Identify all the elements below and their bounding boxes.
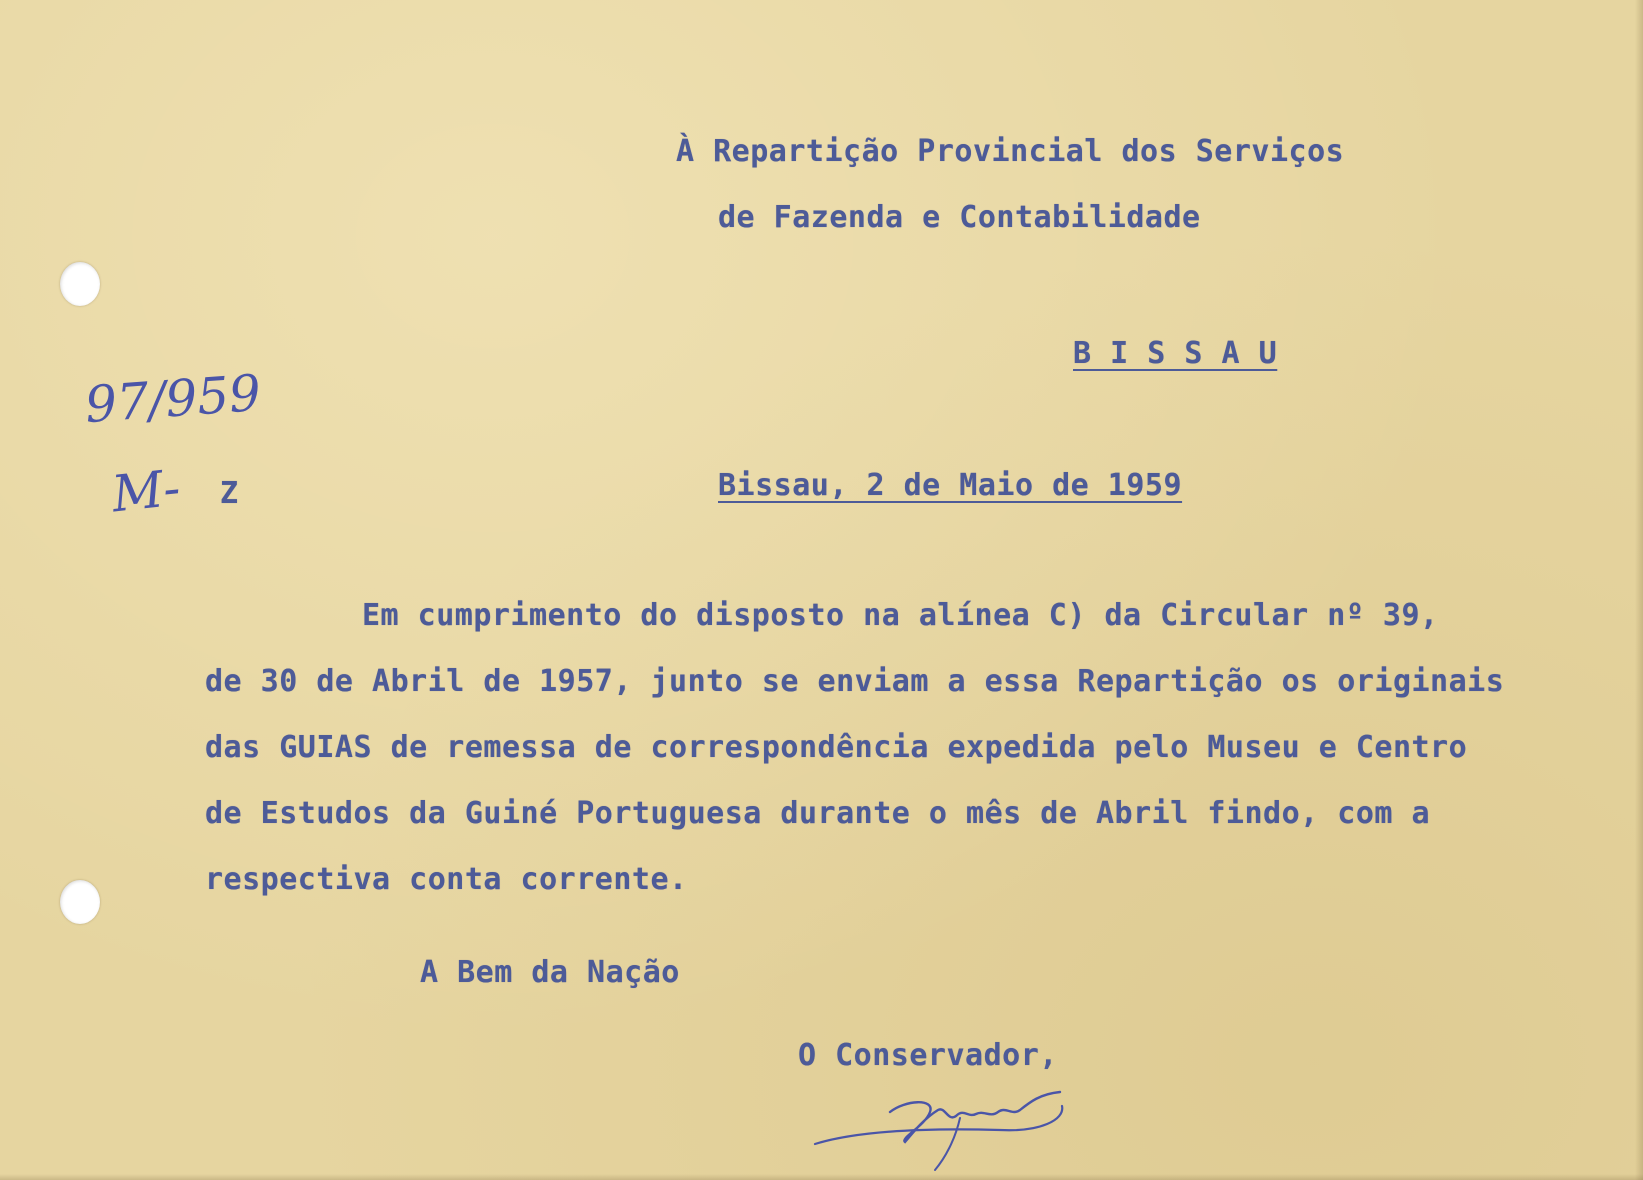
body-line-2: de 30 de Abril de 1957, junto se enviam a essa Repartição os originais [205,664,1505,699]
handwritten-reference-number: 97/959 [83,363,263,435]
closing-salutation: A Bem da Nação [420,955,680,990]
body-line-4: de Estudos da Guiné Portuguesa durante o mês de Abril findo, com a [205,796,1431,831]
body-line-1: Em cumprimento do disposto na alínea C) da Circular nº 39, [362,598,1439,633]
body-line-5: respectiva conta corrente. [205,862,688,897]
date-line: Bissau, 2 de Maio de 1959 [718,468,1183,503]
addressee-line-1: À Repartição Provincial dos Serviços [676,134,1345,169]
city-header: B I S S A U [1073,336,1278,371]
margin-letter-z: Z [220,476,239,511]
signatory-title: O Conservador, [798,1038,1058,1073]
handwritten-initials: M- [109,458,183,524]
body-line-3: das GUIAS de remessa de correspondência expedida pelo Museu e Centro [205,730,1468,765]
addressee-line-2: de Fazenda e Contabilidade [718,200,1201,235]
